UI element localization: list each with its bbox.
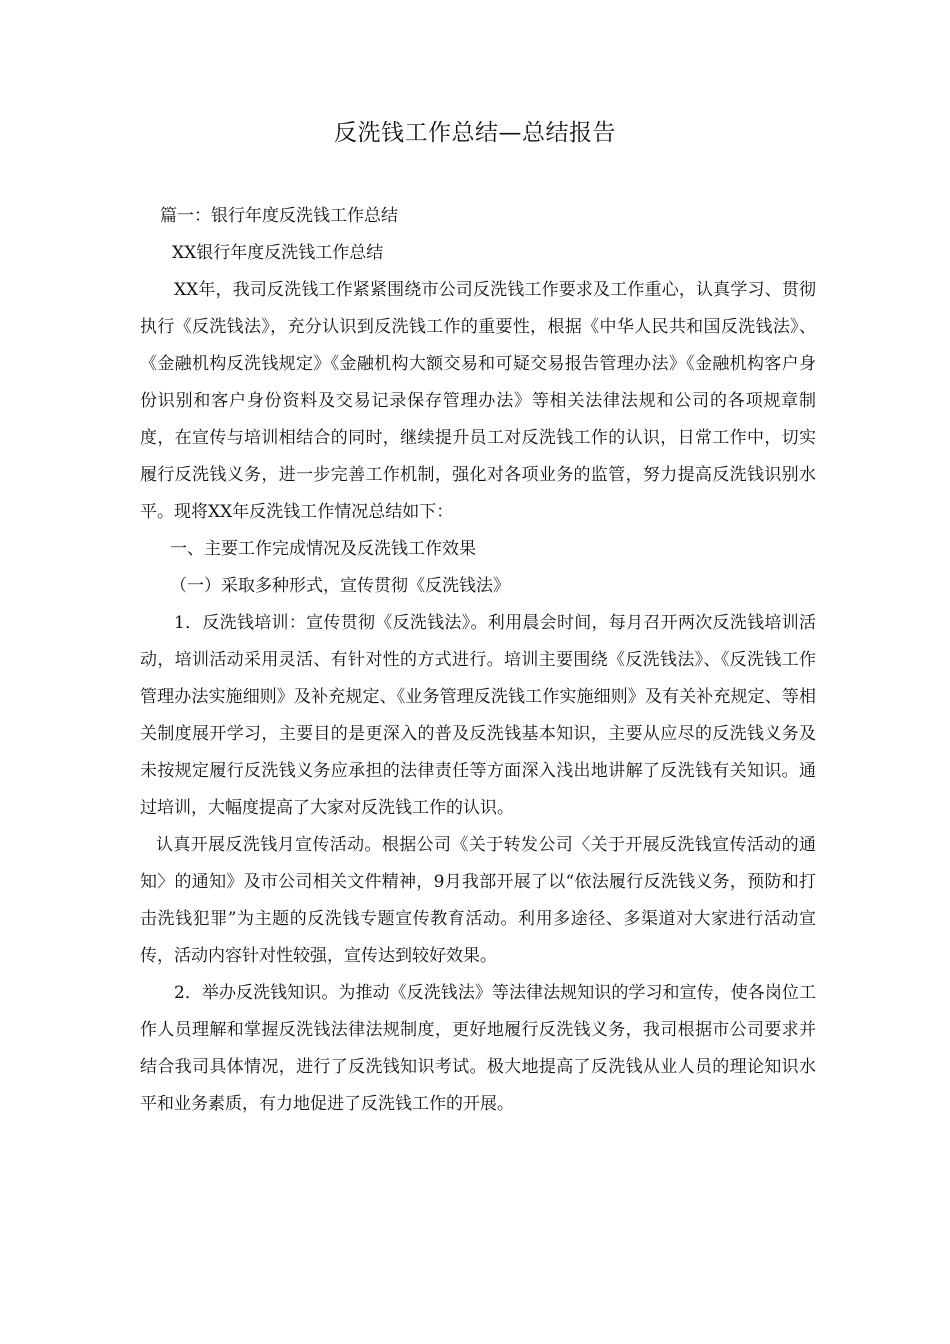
document-title: 反洗钱工作总结—总结报告 <box>334 120 616 146</box>
document-body <box>140 198 816 1123</box>
paragraph-activity: 认真开展反洗钱月宣传活动。根据公司《关于转发公司〈关于开展反洗钱宣传活动的通知〉的通知》及市公司相关文件精神，9月我部开展了以“依法履行反洗钱义务，预防和打击洗钱犯罪”为主题的反洗钱专题宣传教育活动。利用多途径、多渠道对大家进行活动宣传，活动内容针对性较强，宣传达到较好效果。 <box>140 835 816 966</box>
paragraph-intro: XX年，我司反洗钱工作紧紧围绕市公司反洗钱工作要求及工作重心，认真学习、贯彻执行《反洗钱法》，充分认识到反洗钱工作的重要性，根据《中华人民共和国反洗钱法》、《金融机构反洗钱规定》《金融机构大额交易和可疑交易报告管理办法》《金融机构客户身份识别和客户身份资料及交易记录保存管理办法》等相关法律法规和公司的各项规章制度，在宣传与培训相结合的同时，继续提升员工对反洗钱工作的认识，日常工作中，切实履行反洗钱义务，进一步完善工作机制，强化对各项业务的监管，努力提高反洗钱识别水平。现将XX年反洗钱工作情况总结如下： <box>140 280 816 522</box>
section-heading: 篇一：银行年度反洗钱工作总结 <box>160 206 398 226</box>
subheading: XX银行年度反洗钱工作总结 <box>172 243 384 263</box>
subsection-one-heading: （一）采取多种形式，宣传贯彻《反洗钱法》 <box>170 576 510 596</box>
paragraph-item-one: 1．反洗钱培训：宣传贯彻《反洗钱法》。利用晨会时间，每月召开两次反洗钱培训活动，培训活动采用灵活、有针对性的方式进行。培训主要围绕《反洗钱法》、《反洗钱工作管理办法实施细则》及补充规定、《业务管理反洗钱工作实施细则》及有关补充规定、等相关制度展开学习，主要目的是更深入的普及反洗钱基本知识，主要从应尽的反洗钱义务及未按规定履行反洗钱义务应承担的法律责任等方面深入浅出地讲解了反洗钱有关知识。通过培训，大幅度提高了大家对反洗钱工作的认识。 <box>140 613 816 818</box>
section-one-heading: 一、主要工作完成情况及反洗钱工作效果 <box>170 539 476 559</box>
paragraph-item-two: 2．举办反洗钱知识。为推动《反洗钱法》等法律法规知识的学习和宣传，使各岗位工作人员理解和掌握反洗钱法律法规制度，更好地履行反洗钱义务，我司根据市公司要求并结合我司具体情况，进行了反洗钱知识考试。极大地提高了反洗钱从业人员的理论知识水平和业务素质，有力地促进了反洗钱工作的开展。 <box>140 983 816 1114</box>
